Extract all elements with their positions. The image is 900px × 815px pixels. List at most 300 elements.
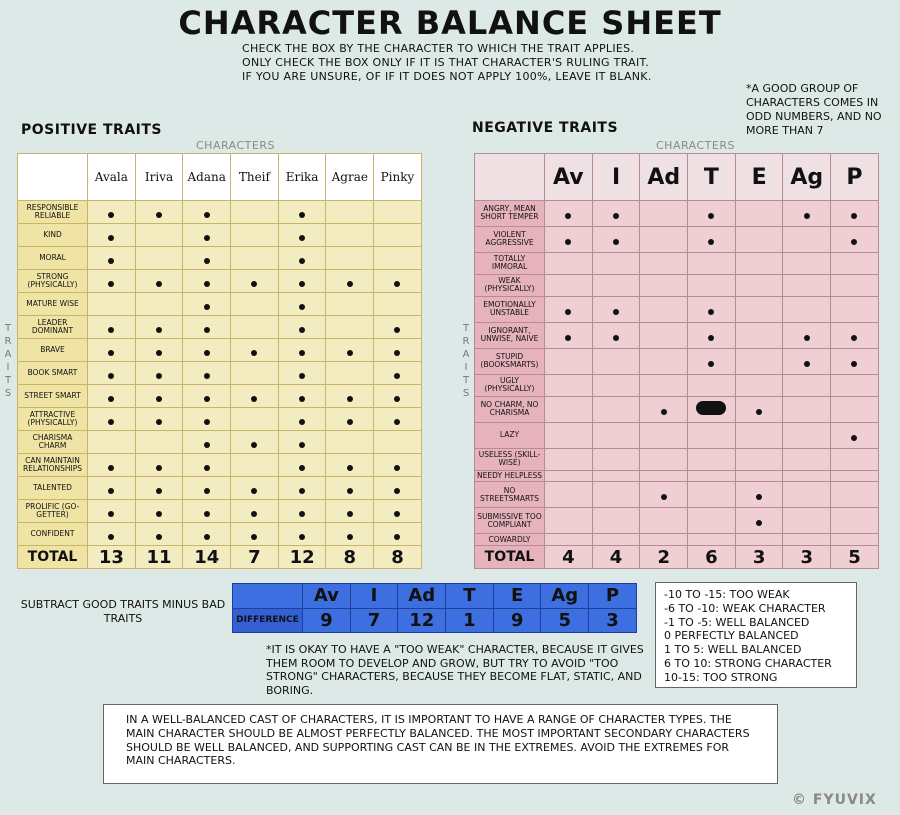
- trait-checkbox-cell[interactable]: [231, 316, 279, 339]
- trait-label: IGNORANT, UNWISE, NAIVE: [475, 322, 545, 348]
- trait-checkbox-cell[interactable]: [592, 470, 640, 482]
- check-mark-dot: [851, 435, 857, 441]
- total-label: TOTAL: [475, 546, 545, 569]
- positive-traits-heading: POSITIVE TRAITS: [21, 122, 162, 138]
- check-mark-dot: [299, 350, 305, 356]
- trait-checkbox-cell[interactable]: [831, 422, 879, 448]
- trait-checkbox-cell[interactable]: [278, 362, 326, 385]
- check-mark-dot: [156, 281, 162, 287]
- trait-checkbox-cell[interactable]: [688, 422, 736, 448]
- trait-checkbox-cell[interactable]: [278, 316, 326, 339]
- trait-row: [18, 477, 422, 500]
- trait-checkbox-cell[interactable]: [783, 252, 831, 274]
- trait-checkbox-cell[interactable]: [688, 201, 736, 227]
- trait-checkbox-cell[interactable]: [88, 316, 136, 339]
- trait-checkbox-cell[interactable]: [183, 454, 231, 477]
- trait-checkbox-cell[interactable]: [374, 362, 422, 385]
- trait-checkbox-cell[interactable]: [735, 448, 783, 470]
- trait-checkbox-cell[interactable]: [592, 534, 640, 546]
- check-mark-dot: [851, 213, 857, 219]
- character-name: Ad: [647, 164, 681, 190]
- trait-checkbox-cell[interactable]: [231, 270, 279, 293]
- trait-checkbox-cell[interactable]: [183, 523, 231, 546]
- trait-checkbox-cell[interactable]: [640, 422, 688, 448]
- trait-checkbox-cell[interactable]: [640, 374, 688, 396]
- trait-checkbox-cell[interactable]: [735, 508, 783, 534]
- check-mark-dot: [347, 488, 353, 494]
- trait-checkbox-cell[interactable]: [88, 500, 136, 523]
- trait-checkbox-cell[interactable]: [783, 296, 831, 322]
- trait-checkbox-cell[interactable]: [326, 316, 374, 339]
- trait-checkbox-cell[interactable]: [135, 270, 183, 293]
- trait-checkbox-cell[interactable]: [545, 274, 593, 296]
- trait-checkbox-cell[interactable]: [640, 252, 688, 274]
- trait-checkbox-cell[interactable]: [278, 293, 326, 316]
- character-name: Agrae: [331, 170, 368, 184]
- total-value: 14: [183, 546, 231, 569]
- trait-checkbox-cell[interactable]: [735, 348, 783, 374]
- trait-checkbox-cell[interactable]: [831, 201, 879, 227]
- trait-checkbox-cell[interactable]: [374, 523, 422, 546]
- trait-checkbox-cell[interactable]: [88, 201, 136, 224]
- trait-checkbox-cell[interactable]: [231, 408, 279, 431]
- check-mark-dot: [251, 281, 257, 287]
- trait-checkbox-cell[interactable]: [88, 362, 136, 385]
- trait-checkbox-cell[interactable]: [545, 348, 593, 374]
- check-mark-dot: [299, 235, 305, 241]
- trait-checkbox-cell[interactable]: [831, 274, 879, 296]
- trait-checkbox-cell[interactable]: [688, 534, 736, 546]
- total-value: 5: [831, 546, 879, 569]
- trait-checkbox-cell[interactable]: [640, 296, 688, 322]
- trait-checkbox-cell[interactable]: [326, 500, 374, 523]
- trait-checkbox-cell[interactable]: [688, 296, 736, 322]
- trait-checkbox-cell[interactable]: [688, 348, 736, 374]
- trait-checkbox-cell[interactable]: [688, 482, 736, 508]
- trait-checkbox-cell[interactable]: [374, 431, 422, 454]
- trait-checkbox-cell[interactable]: [545, 534, 593, 546]
- trait-checkbox-cell[interactable]: [831, 448, 879, 470]
- trait-checkbox-cell[interactable]: [640, 534, 688, 546]
- trait-checkbox-cell[interactable]: [783, 226, 831, 252]
- trait-checkbox-cell[interactable]: [831, 252, 879, 274]
- difference-value: 5: [541, 608, 589, 633]
- scale-line: -10 TO -15: TOO WEAK: [664, 588, 790, 601]
- trait-checkbox-cell[interactable]: [278, 523, 326, 546]
- trait-checkbox-cell[interactable]: [640, 274, 688, 296]
- trait-checkbox-cell[interactable]: [783, 374, 831, 396]
- trait-checkbox-cell[interactable]: [183, 293, 231, 316]
- trait-checkbox-cell[interactable]: [545, 226, 593, 252]
- trait-checkbox-cell[interactable]: [545, 422, 593, 448]
- trait-checkbox-cell[interactable]: [545, 374, 593, 396]
- trait-checkbox-cell[interactable]: [183, 339, 231, 362]
- scale-line: 0 PERFECTLY BALANCED: [664, 629, 799, 643]
- check-mark-dot: [565, 239, 571, 245]
- character-name: E: [751, 164, 767, 190]
- trait-checkbox-cell[interactable]: [231, 201, 279, 224]
- trait-checkbox-cell[interactable]: [326, 339, 374, 362]
- trait-checkbox-cell[interactable]: [545, 470, 593, 482]
- trait-checkbox-cell[interactable]: [545, 201, 593, 227]
- difference-value: 7: [350, 608, 398, 633]
- trait-checkbox-cell[interactable]: [640, 201, 688, 227]
- trait-checkbox-cell[interactable]: [88, 523, 136, 546]
- character-name: Pinky: [380, 170, 415, 184]
- trait-checkbox-cell[interactable]: [278, 408, 326, 431]
- check-mark-dot: [804, 361, 810, 367]
- trait-row: [475, 470, 879, 482]
- trait-row: [18, 385, 422, 408]
- trait-label: ATTRACTIVE (PHYSICALLY): [18, 408, 88, 431]
- trait-checkbox-cell[interactable]: [135, 293, 183, 316]
- trait-checkbox-cell[interactable]: [278, 224, 326, 247]
- trait-checkbox-cell[interactable]: [231, 477, 279, 500]
- trait-checkbox-cell[interactable]: [88, 339, 136, 362]
- trait-label: RESPONSIBLE RELIABLE: [18, 201, 88, 224]
- trait-label: USELESS (SKILL-WISE): [475, 448, 545, 470]
- check-mark-dot: [394, 511, 400, 517]
- total-label: TOTAL: [18, 546, 88, 569]
- trait-checkbox-cell[interactable]: [278, 431, 326, 454]
- trait-row: [18, 431, 422, 454]
- credit: © FYUVIX: [792, 792, 877, 808]
- trait-checkbox-cell[interactable]: [735, 534, 783, 546]
- check-mark-dot: [108, 419, 114, 425]
- total-value: 8: [374, 546, 422, 569]
- trait-checkbox-cell[interactable]: [374, 247, 422, 270]
- trait-checkbox-cell[interactable]: [735, 396, 783, 422]
- trait-checkbox-cell[interactable]: [592, 448, 640, 470]
- trait-checkbox-cell[interactable]: [783, 448, 831, 470]
- trait-checkbox-cell[interactable]: [135, 201, 183, 224]
- trait-checkbox-cell[interactable]: [592, 274, 640, 296]
- trait-checkbox-cell[interactable]: [688, 322, 736, 348]
- trait-checkbox-cell[interactable]: [278, 454, 326, 477]
- trait-checkbox-cell[interactable]: [831, 226, 879, 252]
- check-mark-dot: [156, 511, 162, 517]
- trait-checkbox-cell[interactable]: [88, 293, 136, 316]
- check-mark-dot: [204, 419, 210, 425]
- check-mark-dot: [108, 396, 114, 402]
- trait-checkbox-cell[interactable]: [88, 224, 136, 247]
- trait-checkbox-cell[interactable]: [183, 385, 231, 408]
- trait-checkbox-cell[interactable]: [135, 385, 183, 408]
- trait-checkbox-cell[interactable]: [88, 408, 136, 431]
- trait-checkbox-cell[interactable]: [831, 482, 879, 508]
- trait-row: [18, 270, 422, 293]
- trait-checkbox-cell[interactable]: [278, 339, 326, 362]
- trait-checkbox-cell[interactable]: [183, 224, 231, 247]
- trait-label: EMOTIONALLY UNSTABLE: [475, 296, 545, 322]
- trait-checkbox-cell[interactable]: [183, 477, 231, 500]
- trait-checkbox-cell[interactable]: [374, 339, 422, 362]
- trait-checkbox-cell[interactable]: [278, 270, 326, 293]
- trait-checkbox-cell[interactable]: [640, 322, 688, 348]
- trait-checkbox-cell[interactable]: [688, 252, 736, 274]
- trait-checkbox-cell[interactable]: [231, 500, 279, 523]
- trait-checkbox-cell[interactable]: [735, 482, 783, 508]
- character-name: Erika: [285, 170, 319, 184]
- check-mark-dot: [204, 488, 210, 494]
- trait-checkbox-cell[interactable]: [735, 470, 783, 482]
- trait-checkbox-cell[interactable]: [783, 482, 831, 508]
- trait-checkbox-cell[interactable]: [688, 226, 736, 252]
- trait-checkbox-cell[interactable]: [545, 296, 593, 322]
- check-mark-dot: [299, 304, 305, 310]
- trait-checkbox-cell[interactable]: [592, 422, 640, 448]
- trait-checkbox-cell[interactable]: [735, 322, 783, 348]
- trait-checkbox-cell[interactable]: [688, 274, 736, 296]
- trait-checkbox-cell[interactable]: [326, 201, 374, 224]
- trait-checkbox-cell[interactable]: [374, 293, 422, 316]
- check-mark-dot: [108, 488, 114, 494]
- trait-checkbox-cell[interactable]: [831, 508, 879, 534]
- trait-checkbox-cell[interactable]: [135, 316, 183, 339]
- trait-checkbox-cell[interactable]: [592, 482, 640, 508]
- trait-checkbox-cell[interactable]: [831, 396, 879, 422]
- trait-checkbox-cell[interactable]: [183, 362, 231, 385]
- trait-checkbox-cell[interactable]: [183, 408, 231, 431]
- trait-checkbox-cell[interactable]: [374, 316, 422, 339]
- trait-checkbox-cell[interactable]: [735, 274, 783, 296]
- trait-checkbox-cell[interactable]: [326, 385, 374, 408]
- trait-checkbox-cell[interactable]: [592, 322, 640, 348]
- negative-traits-table: [474, 153, 879, 569]
- trait-checkbox-cell[interactable]: [688, 470, 736, 482]
- trait-checkbox-cell[interactable]: [783, 396, 831, 422]
- trait-checkbox-cell[interactable]: [231, 523, 279, 546]
- trait-checkbox-cell[interactable]: [326, 247, 374, 270]
- trait-label: LEADER DOMINANT: [18, 316, 88, 339]
- trait-checkbox-cell[interactable]: [592, 374, 640, 396]
- trait-checkbox-cell[interactable]: [183, 316, 231, 339]
- trait-checkbox-cell[interactable]: [592, 396, 640, 422]
- trait-checkbox-cell[interactable]: [592, 201, 640, 227]
- trait-checkbox-cell[interactable]: [231, 293, 279, 316]
- trait-checkbox-cell[interactable]: [326, 431, 374, 454]
- trait-checkbox-cell[interactable]: [592, 252, 640, 274]
- check-mark-dot: [156, 488, 162, 494]
- trait-checkbox-cell[interactable]: [640, 470, 688, 482]
- trait-checkbox-cell[interactable]: [326, 293, 374, 316]
- trait-checkbox-cell[interactable]: [783, 201, 831, 227]
- trait-checkbox-cell[interactable]: [135, 339, 183, 362]
- trait-checkbox-cell[interactable]: [326, 270, 374, 293]
- character-name: P: [846, 164, 863, 190]
- trait-checkbox-cell[interactable]: [592, 508, 640, 534]
- trait-row: [475, 226, 879, 252]
- trait-checkbox-cell[interactable]: [783, 274, 831, 296]
- trait-checkbox-cell[interactable]: [640, 348, 688, 374]
- trait-checkbox-cell[interactable]: [183, 500, 231, 523]
- trait-checkbox-cell[interactable]: [783, 508, 831, 534]
- trait-checkbox-cell[interactable]: [545, 396, 593, 422]
- character-header-cell: [735, 154, 783, 201]
- check-mark-dot: [204, 465, 210, 471]
- trait-checkbox-cell[interactable]: [135, 224, 183, 247]
- trait-checkbox-cell[interactable]: [735, 226, 783, 252]
- trait-checkbox-cell[interactable]: [831, 374, 879, 396]
- trait-checkbox-cell[interactable]: [278, 201, 326, 224]
- trait-checkbox-cell[interactable]: [88, 477, 136, 500]
- check-mark-dot: [804, 335, 810, 341]
- trait-checkbox-cell[interactable]: [688, 448, 736, 470]
- trait-checkbox-cell[interactable]: [183, 431, 231, 454]
- trait-checkbox-cell[interactable]: [783, 322, 831, 348]
- trait-checkbox-cell[interactable]: [545, 482, 593, 508]
- trait-checkbox-cell[interactable]: [592, 226, 640, 252]
- header-corner: [18, 154, 88, 201]
- instruction-line: CHECK THE BOX BY THE CHARACTER TO WHICH THE TRAIT APPLIES.: [242, 42, 635, 55]
- trait-label: CHARISMA CHARM: [18, 431, 88, 454]
- trait-checkbox-cell[interactable]: [831, 348, 879, 374]
- trait-checkbox-cell[interactable]: [735, 252, 783, 274]
- trait-checkbox-cell[interactable]: [545, 508, 593, 534]
- trait-checkbox-cell[interactable]: [831, 534, 879, 546]
- trait-checkbox-cell[interactable]: [640, 448, 688, 470]
- trait-checkbox-cell[interactable]: [374, 270, 422, 293]
- trait-checkbox-cell[interactable]: [783, 348, 831, 374]
- trait-checkbox-cell[interactable]: [374, 454, 422, 477]
- trait-checkbox-cell[interactable]: [374, 224, 422, 247]
- character-header-cell: [545, 154, 593, 201]
- trait-checkbox-cell[interactable]: [88, 385, 136, 408]
- trait-checkbox-cell[interactable]: [231, 247, 279, 270]
- check-mark-dot: [108, 373, 114, 379]
- character-header-cell: [688, 154, 736, 201]
- trait-checkbox-cell[interactable]: [374, 408, 422, 431]
- trait-checkbox-cell[interactable]: [592, 296, 640, 322]
- trait-checkbox-cell[interactable]: [278, 247, 326, 270]
- check-mark-dot: [156, 465, 162, 471]
- trait-checkbox-cell[interactable]: [640, 226, 688, 252]
- check-mark-dot: [108, 465, 114, 471]
- trait-checkbox-cell[interactable]: [231, 454, 279, 477]
- trait-checkbox-cell[interactable]: [135, 500, 183, 523]
- check-mark-dot: [108, 258, 114, 264]
- total-value: 3: [735, 546, 783, 569]
- trait-checkbox-cell[interactable]: [545, 448, 593, 470]
- instruction-line: IF YOU ARE UNSURE, OF IF IT DOES NOT APPLY 100%, LEAVE IT BLANK.: [242, 70, 652, 83]
- trait-checkbox-cell[interactable]: [231, 339, 279, 362]
- trait-checkbox-cell[interactable]: [88, 431, 136, 454]
- balance-scale-legend: [655, 582, 857, 688]
- check-mark-dot: [347, 511, 353, 517]
- trait-checkbox-cell[interactable]: [688, 396, 736, 422]
- check-mark-dot: [708, 239, 714, 245]
- trait-checkbox-cell[interactable]: [88, 454, 136, 477]
- character-header-cell: [278, 154, 326, 201]
- check-mark-dot: [394, 465, 400, 471]
- check-mark-dot: [156, 534, 162, 540]
- trait-checkbox-cell[interactable]: [231, 224, 279, 247]
- difference-character: I: [350, 584, 398, 609]
- trait-checkbox-cell[interactable]: [374, 477, 422, 500]
- trait-checkbox-cell[interactable]: [135, 431, 183, 454]
- trait-checkbox-cell[interactable]: [545, 252, 593, 274]
- trait-checkbox-cell[interactable]: [326, 523, 374, 546]
- check-mark-dot: [347, 350, 353, 356]
- check-mark-dot: [299, 534, 305, 540]
- trait-row: [18, 408, 422, 431]
- trait-checkbox-cell[interactable]: [88, 270, 136, 293]
- trait-checkbox-cell[interactable]: [640, 508, 688, 534]
- trait-checkbox-cell[interactable]: [831, 296, 879, 322]
- trait-checkbox-cell[interactable]: [783, 422, 831, 448]
- trait-checkbox-cell[interactable]: [135, 408, 183, 431]
- trait-checkbox-cell[interactable]: [231, 431, 279, 454]
- trait-checkbox-cell[interactable]: [183, 247, 231, 270]
- check-mark-dot: [204, 258, 210, 264]
- total-value: 8: [326, 546, 374, 569]
- trait-checkbox-cell[interactable]: [374, 500, 422, 523]
- trait-label: NEEDY HELPLESS: [475, 470, 545, 482]
- trait-checkbox-cell[interactable]: [88, 247, 136, 270]
- trait-checkbox-cell[interactable]: [831, 470, 879, 482]
- trait-checkbox-cell[interactable]: [278, 385, 326, 408]
- trait-checkbox-cell[interactable]: [183, 201, 231, 224]
- total-value: 7: [231, 546, 279, 569]
- instruction-line: ONLY CHECK THE BOX ONLY IF IT IS THAT CHARACTER'S RULING TRAIT.: [242, 56, 650, 69]
- trait-checkbox-cell[interactable]: [735, 201, 783, 227]
- trait-label: BOOK SMART: [18, 362, 88, 385]
- check-mark-dot: [204, 534, 210, 540]
- trait-checkbox-cell[interactable]: [374, 201, 422, 224]
- trait-row: [475, 348, 879, 374]
- trait-checkbox-cell[interactable]: [231, 385, 279, 408]
- trait-checkbox-cell[interactable]: [326, 477, 374, 500]
- trait-checkbox-cell[interactable]: [735, 422, 783, 448]
- trait-checkbox-cell[interactable]: [688, 374, 736, 396]
- trait-checkbox-cell[interactable]: [278, 477, 326, 500]
- trait-checkbox-cell[interactable]: [374, 385, 422, 408]
- check-mark-dot: [347, 465, 353, 471]
- trait-checkbox-cell[interactable]: [326, 408, 374, 431]
- trait-checkbox-cell[interactable]: [278, 500, 326, 523]
- trait-checkbox-cell[interactable]: [135, 454, 183, 477]
- character-header-cell: [88, 154, 136, 201]
- trait-checkbox-cell[interactable]: [783, 470, 831, 482]
- check-mark-dot: [613, 309, 619, 315]
- trait-label: MATURE WISE: [18, 293, 88, 316]
- trait-checkbox-cell[interactable]: [231, 362, 279, 385]
- check-mark-dot: [204, 511, 210, 517]
- trait-checkbox-cell[interactable]: [135, 362, 183, 385]
- trait-checkbox-cell[interactable]: [135, 247, 183, 270]
- trait-checkbox-cell[interactable]: [135, 477, 183, 500]
- trait-checkbox-cell[interactable]: [326, 454, 374, 477]
- difference-character: Av: [303, 584, 351, 609]
- character-name: Ag: [790, 164, 824, 190]
- trait-checkbox-cell[interactable]: [135, 523, 183, 546]
- trait-checkbox-cell[interactable]: [783, 534, 831, 546]
- trait-checkbox-cell[interactable]: [326, 224, 374, 247]
- trait-checkbox-cell[interactable]: [640, 396, 688, 422]
- trait-checkbox-cell[interactable]: [592, 348, 640, 374]
- trait-checkbox-cell[interactable]: [545, 322, 593, 348]
- trait-checkbox-cell[interactable]: [831, 322, 879, 348]
- trait-label: STUPID (BOOKSMARTS): [475, 348, 545, 374]
- trait-checkbox-cell[interactable]: [326, 362, 374, 385]
- difference-table: [232, 583, 637, 633]
- trait-checkbox-cell[interactable]: [735, 296, 783, 322]
- trait-label: STREET SMART: [18, 385, 88, 408]
- trait-checkbox-cell[interactable]: [688, 508, 736, 534]
- trait-checkbox-cell[interactable]: [183, 270, 231, 293]
- trait-checkbox-cell[interactable]: [735, 374, 783, 396]
- trait-checkbox-cell[interactable]: [640, 482, 688, 508]
